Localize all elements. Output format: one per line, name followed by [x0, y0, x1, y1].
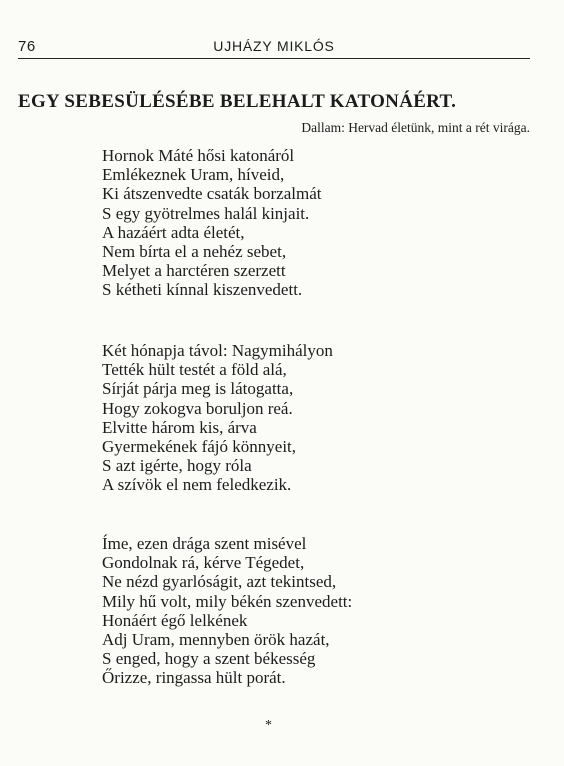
verse-line: Ki átszenvedte csaták borzalmát — [102, 184, 322, 204]
verse-line: Mily hű volt, mily békén szenvedett: — [102, 591, 353, 611]
poem-title: EGY SEBESÜLÉSÉBE BELEHALT KATONÁÉRT. — [18, 91, 457, 112]
stanza-3 — [102, 534, 352, 688]
verse-line: Sírját párja meg is látogatta, — [102, 379, 294, 399]
asterisk-ornament-icon: * — [265, 718, 272, 733]
poem-melody: Dallam: Hervad életünk, mint a rét virága. — [301, 120, 530, 135]
verse-line: Nem bírta el a nehéz sebet, — [102, 241, 287, 261]
verse-line: S enged, hogy a szent békesség — [102, 649, 316, 669]
verse-line: Hogy zokogva boruljon reá. — [102, 398, 293, 418]
stanza-2 — [102, 341, 333, 495]
verse-line: A szívök el nem feledkezik. — [102, 475, 292, 495]
page-header — [18, 38, 530, 59]
verse-line: Honáért égő lelkének — [102, 610, 248, 630]
verse-line: S egy gyötrelmes halál kinjait. — [102, 203, 310, 223]
verse-line: Hornok Máté hősi katonáról — [102, 146, 295, 165]
verse-line: Adj Uram, mennyben örök hazát, — [102, 629, 330, 649]
verse-line: Ne nézd gyarlóságit, azt tekintsed, — [102, 572, 337, 592]
verse-line: Gondolnak rá, kérve Tégedet, — [102, 553, 305, 573]
verse-line: S azt igérte, hogy róla — [102, 456, 252, 476]
running-head: UJHÁZY MIKLÓS — [213, 38, 335, 54]
verse-line: Elvitte három kis, árva — [102, 417, 257, 437]
verse-line: Emlékeznek Uram, híveid, — [102, 165, 285, 185]
verse-line: Íme, ezen drága szent misével — [102, 534, 307, 553]
verse-line: Két hónapja távol: Nagymihályon — [102, 341, 333, 360]
verse-line: A hazáért adta életét, — [102, 222, 245, 242]
verse-line: Tették hült testét a föld alá, — [102, 360, 287, 380]
page-number: 76 — [18, 38, 36, 55]
verse-line: Őrizze, ringassa hült porát. — [102, 668, 286, 688]
stanza-1 — [102, 146, 321, 300]
verse-line: S kétheti kínnal kiszenvedett. — [102, 280, 303, 300]
verse-line: Gyermekének fájó könnyeit, — [102, 436, 297, 456]
verse-line: Melyet a harctéren szerzett — [102, 261, 286, 281]
